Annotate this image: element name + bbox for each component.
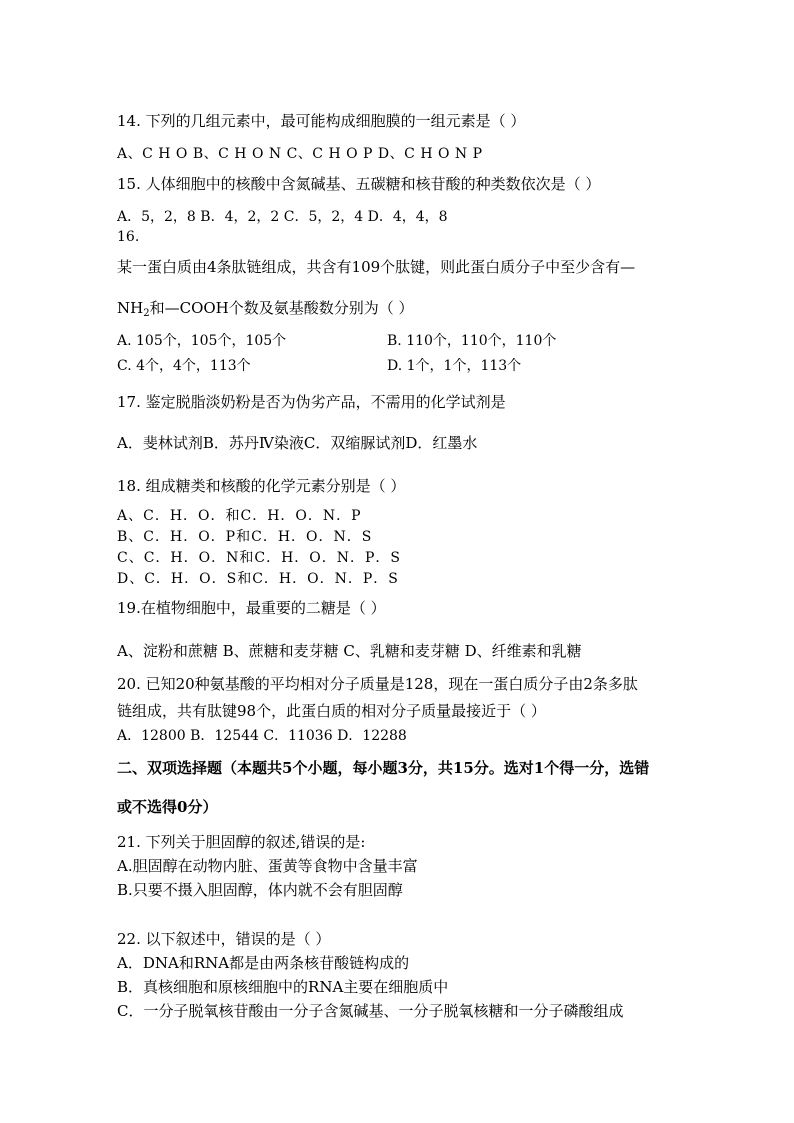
q20-stem-line2: 链组成，共有肽键98个，此蛋白质的相对分子质量最接近于（ ） — [117, 702, 546, 720]
q16-option-a: A. 105个，105个，105个 — [117, 333, 287, 349]
q22-option-a: A．DNA和RNA都是由两条核苷酸链构成的 — [117, 954, 410, 972]
q18-option-b: B、C．H．O．P和C．H．O．N．S — [117, 529, 373, 545]
q15-options: A．5，2，8 B．4，2，2 C．5，2，4 D．4，4，8 — [117, 209, 448, 225]
q16-stem-line2 — [117, 299, 414, 317]
q16-option-b: B. 110个，110个，110个 — [387, 333, 557, 349]
q16-nh: NH — [117, 299, 144, 317]
q21-stem: 21. 下列关于胆固醇的叙述,错误的是: — [117, 833, 366, 851]
q22-option-c: C．一分子脱氧核苷酸由一分子含氮碱基、一分子脱氧核糖和一分子磷酸组成 — [117, 1002, 624, 1020]
q21-option-b: B.只要不摄入胆固醇，体内就不会有胆固醇 — [117, 881, 403, 899]
q19-options: A、淀粉和蔗糖 B、蔗糖和麦芽糖 C、乳糖和麦芽糖 D、纤维素和乳糖 — [117, 642, 582, 660]
q15-stem: 15. 人体细胞中的核酸中含氮碱基、五碳糖和核苷酸的种类数依次是（ ） — [117, 175, 601, 193]
q21-option-a: A.胆固醇在动物内脏、蛋黄等食物中含量丰富 — [117, 857, 418, 875]
q16-subscript: 2 — [143, 308, 150, 319]
q16-option-c: C. 4个，4个，113个 — [117, 358, 251, 374]
q14-options: A、C H O B、C H O N C、C H O P D、C H O N P — [117, 146, 483, 162]
q18-stem: 18. 组成糖类和核酸的化学元素分别是（ ） — [117, 477, 406, 495]
q16-stem-line2-rest: 和—COOH个数及氨基酸数分别为（ ） — [149, 299, 414, 317]
q16-option-d: D. 1个，1个，113个 — [387, 358, 522, 374]
q17-stem: 17. 鉴定脱脂淡奶粉是否为伪劣产品，不需用的化学试剂是 — [117, 393, 506, 411]
q22-option-b: B．真核细胞和原核细胞中的RNA主要在细胞质中 — [117, 978, 449, 996]
q17-options: A．斐林试剂B．苏丹Ⅳ染液C．双缩脲试剂D．红墨水 — [117, 434, 478, 452]
q19-stem: 19.在植物细胞中，最重要的二糖是（ ） — [117, 599, 386, 617]
section2-heading-line2: 或不选得0分） — [117, 798, 218, 816]
q16-number: 16. — [117, 229, 140, 245]
q22-stem: 22. 以下叙述中，错误的是（ ） — [117, 930, 331, 948]
q20-options: A．12800 B．12544 C．11036 D．12288 — [117, 728, 407, 744]
q18-option-d: D、C．H．O．S和C．H．O．N．P．S — [117, 571, 399, 587]
section2-heading-line1: 二、双项选择题（本题共5个小题，每小题3分，共15分。选对1个得一分，选错 — [117, 759, 650, 777]
q14-stem: 14. 下列的几组元素中，最可能构成细胞膜的一组元素是（ ） — [117, 112, 526, 130]
q16-stem: 某一蛋白质由4条肽链组成，共含有109个肽键，则此蛋白质分子中至少含有— — [117, 258, 636, 276]
q18-option-a: A、C．H．O．和C．H．O．N．P — [117, 508, 362, 524]
q18-option-c: C、C．H．O．N和C．H．O．N．P．S — [117, 550, 402, 566]
q20-stem-line1: 20. 已知20种氨基酸的平均相对分子质量是128，现在一蛋白质分子由2条多肽 — [117, 675, 638, 693]
